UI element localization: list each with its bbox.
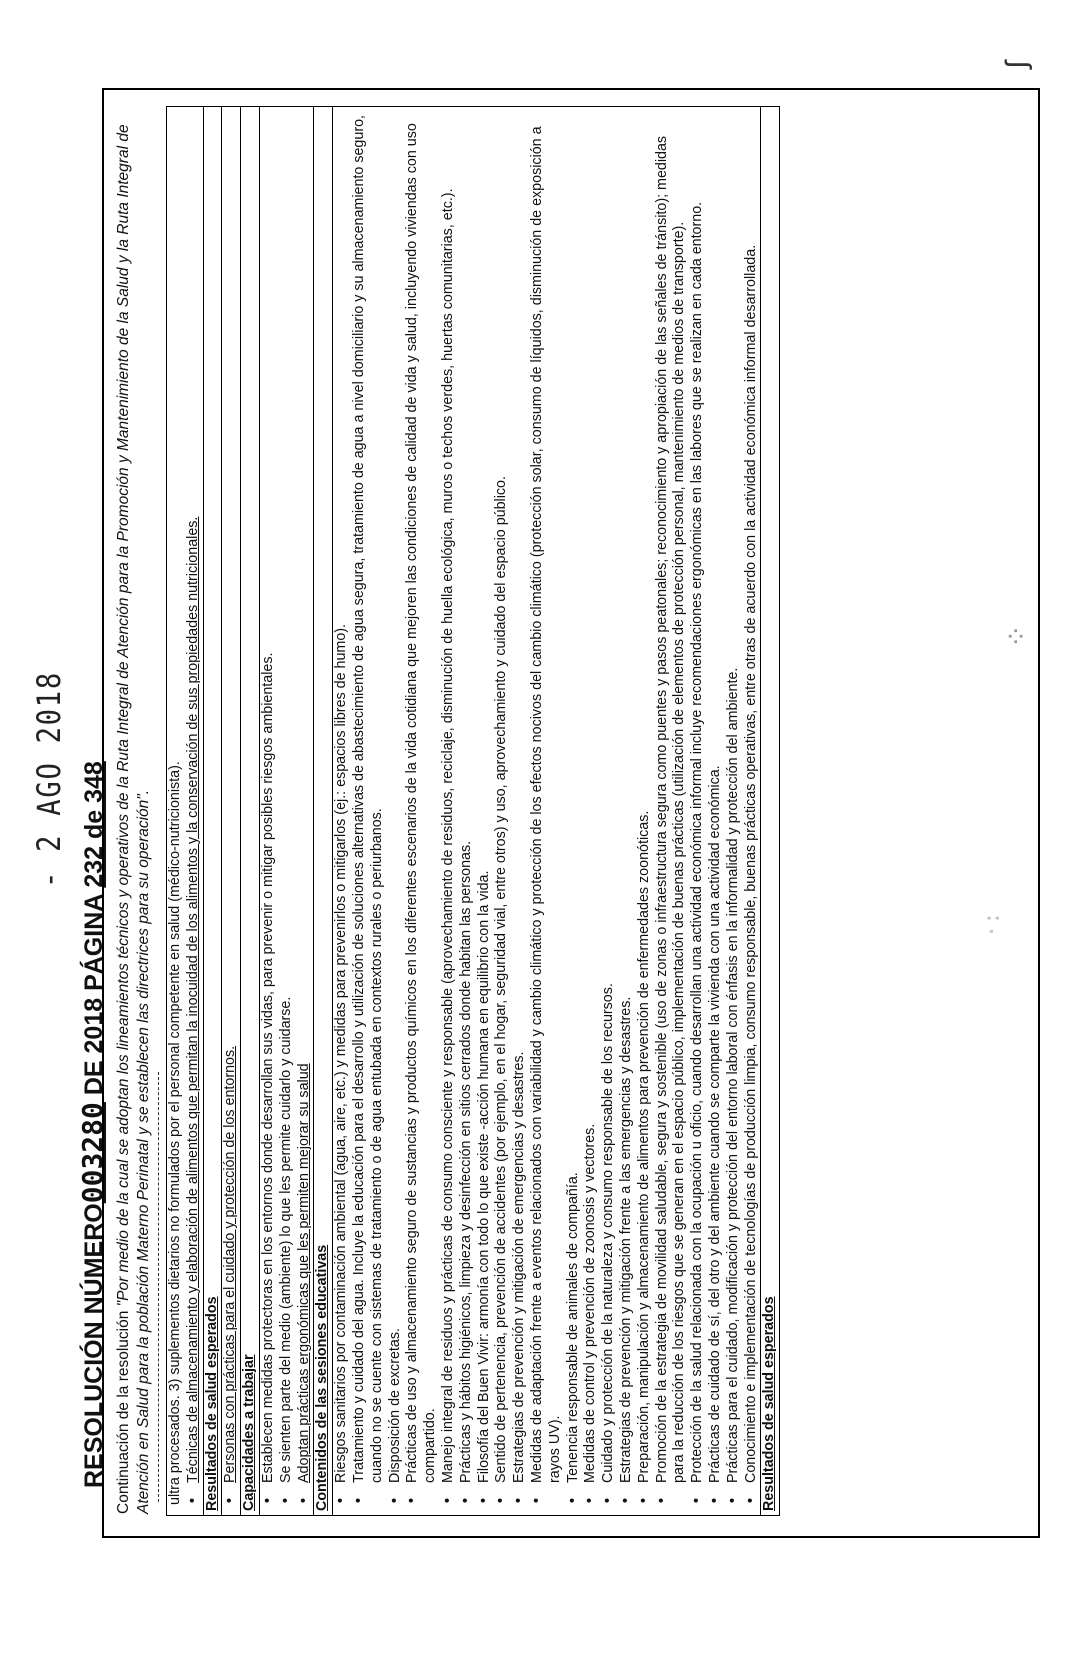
list-item: • Estrategias de prevención y mitigación frente a las emergencias y desastres.	[618, 111, 636, 1495]
scan-smudge: ·:	[980, 911, 1005, 938]
list-item: • Prácticas de uso y almacenamiento seguro de sustancias y productos químicos en los diferentes escenarios de la vida cotidiana que mejoren las condiciones de calidad de vida y salud, incluyendo viviendas con uso compartido.	[404, 111, 440, 1495]
table-row	[203, 107, 222, 1516]
continuation-text: ultra procesados. 3) suplementos dietarios no formulados por el personal competente en salud (médico-nutricionista).	[167, 761, 183, 1505]
capacidades-list	[260, 111, 313, 1511]
list-item: • Protección de la salud relacionada con la ocupación u oficio, cuando desarrollan una actividad económica informal incluye recomendaciones ergonómicas en las labores que se realizan en cada entorno.	[689, 111, 707, 1495]
list-item: • Sentido de pertenencia, prevención de accidentes (por ejemplo, en el hogar, seguridad vial, entre otros) y uso, aprovechamiento y cuidado del espacio público.	[493, 111, 511, 1495]
table-row	[167, 107, 204, 1516]
section-heading-capacidades: Capacidades a trabajar	[241, 1354, 258, 1511]
list-item: • Establecen medidas protectoras en los entornos donde desarrollan sus vidas, para prevenir o mitigar posibles riesgos ambientales.	[260, 111, 278, 1495]
document-header	[30, 188, 110, 1488]
table-row	[761, 107, 780, 1516]
list-item: • Tratamiento y cuidado del agua. Incluye la educación para el desarrollo y utilización de soluciones alternativas de abastecimiento de agua segura, tratamiento de agua a nivel domiciliario y su almacenamiento seguro, cuando no se cuente con sistemas de tratamiento o de agua entubada en contextos rurales o periurbanos.	[351, 111, 387, 1495]
list-item: • Técnicas de almacenamiento y elaboración de alimentos que permitan la inocuidad de los alimentos y la conservación de sus propiedades nutricionales.	[185, 111, 203, 1495]
intro-prefix: Continuación de la resolución	[115, 1306, 132, 1514]
list-item: • Riesgos sanitarios por contaminación ambiental (agua, aire, etc.) y medidas para prevenirlos o mitigarlos (ej.: espacios libres de humo).	[333, 111, 351, 1495]
title-prefix: RESOLUCIÓN NÚMERO	[80, 1203, 108, 1488]
table-row	[333, 107, 761, 1516]
scan-mark: ʃ	[1000, 61, 1033, 68]
title-middle: DE 2018 PÁGINA	[80, 887, 108, 1103]
intro-resolution-title: "Por medio de la cual se adoptan los lineamientos técnicos y operativos de la Ruta Integral de Atención para la Promoción y Mantenimiento de la Salud y la Ruta Integral de Atención en Salud para la población Materno Perinatal y se establecen las directrices para su operación".	[115, 124, 152, 1514]
list-item: • Prácticas de cuidado de sí, del otro y del ambiente cuando se comparte la vivienda con una actividad económica.	[707, 111, 725, 1495]
scan-smudge: ⁘	[1000, 624, 1033, 648]
resultados-list	[222, 111, 240, 1511]
list-item: • Promoción de la estrategia de movilidad saludable, segura y sostenible (uso de zonas o infraestructura segura como puentes y pasos peatonales; reconocimiento y apropiación de las señales de tránsito); medidas para la reducción de los riesgos que se generan en el espacio público, implementación de buenas prácticas (utilización de elementos de protección personal, mantenimiento de medios de transporte).	[654, 111, 690, 1495]
list-item: • Preparación, manipulación y almacenamiento de alimentos para prevención de enfermedades zoonóticas.	[636, 111, 654, 1495]
section-heading-resultados-2: Resultados de salud esperados	[761, 1296, 778, 1511]
list-item: • Filosofía del Buen Vivir: armonía con todo lo que existe -acción humana en equilibrio con la vida.	[476, 111, 494, 1495]
date-stamp: - 2 AGO 2018	[30, 671, 68, 888]
list-item: • Medidas de control y prevención de zoonosis y vectores.	[582, 111, 600, 1495]
list-item: • Tenencia responsable de animales de compañía.	[565, 111, 583, 1495]
list-item: • Cuidado y protección de la naturaleza y consumo responsable de los recursos.	[600, 111, 618, 1495]
list-item: • Manejo integral de residuos y prácticas de consumo consciente y responsable (aprovechamiento de residuos, reciclaje, disminución de huella ecológica, muros o techos verdes, huertas comunitarias, etc.).	[440, 111, 458, 1495]
dashed-separator	[158, 1072, 159, 1502]
resolution-number: 003280	[76, 1102, 109, 1204]
list-item: • Medidas de adaptación frente a eventos relacionados con variabilidad y cambio climático y protección de los efectos nocivos del cambio climático (protección solar, consumo de líquidos, disminución de exposición a rayos UV).	[529, 111, 565, 1495]
list-item: • Prácticas para el cuidado, modificación y protección del entorno laboral con énfasis en la informalidad y protección del ambiente.	[725, 111, 743, 1495]
list-item: • Personas con prácticas para el cuidado y protección de los entornos.	[222, 111, 240, 1495]
section-heading-contenidos: Contenidos de las sesiones educativas	[314, 1244, 331, 1511]
table-row	[222, 107, 241, 1516]
list-item: • Prácticas y hábitos higiénicos, limpieza y desinfección en sitios cerrados donde habitan las personas.	[458, 111, 476, 1495]
section-heading-resultados: Resultados de salud esperados	[203, 1296, 220, 1511]
table-row	[259, 107, 313, 1516]
table-row	[241, 107, 260, 1516]
continuation-intro	[114, 104, 154, 1514]
page-number: 232 de 348	[80, 761, 108, 888]
list-item: • Conocimiento e implementación de tecnologías de producción limpia, consumo responsable, buenas prácticas operativas, entre otras de acuerdo con la actividad económica informal desarrollada.	[743, 111, 761, 1495]
content-table	[166, 106, 780, 1516]
list	[185, 111, 203, 1511]
list-item: • Disposición de excretas.	[387, 111, 405, 1495]
content-frame	[102, 88, 1040, 1538]
list-item: • Estrategias de prevención y mitigación de emergencias y desastres.	[511, 111, 529, 1495]
list-item: • Se sienten parte del medio (ambiente) lo que les permite cuidarlo y cuidarse.	[278, 111, 296, 1495]
contenidos-list	[333, 111, 760, 1511]
list-item: • Adoptan prácticas ergonómicas que les permiten mejorar su salud	[296, 111, 314, 1495]
table-row	[314, 107, 333, 1516]
